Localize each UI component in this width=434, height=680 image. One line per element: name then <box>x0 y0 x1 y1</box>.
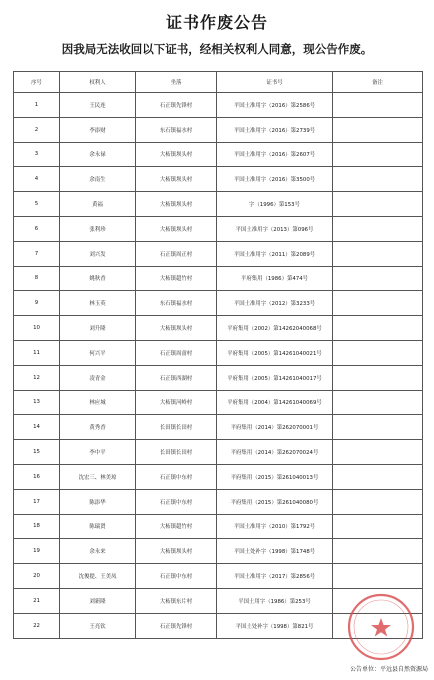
row-index-cell: 17 <box>14 489 60 514</box>
owner-cell: 刘升隆 <box>60 316 136 341</box>
table-row <box>14 291 423 316</box>
owner-cell: 陈瑞贤 <box>60 514 136 539</box>
location-cell: 石正镇先锋村 <box>136 613 217 638</box>
table-row <box>14 489 423 514</box>
note-cell <box>333 142 423 167</box>
location-cell: 大柘镇坝头村 <box>136 216 217 241</box>
note-cell <box>333 340 423 365</box>
certificate-number-cell: 平国土准用字（2013）第096号 <box>217 216 333 241</box>
note-cell <box>333 464 423 489</box>
note-cell <box>333 415 423 440</box>
table-row <box>14 514 423 539</box>
certificate-number-cell: 平国土准用字（2017）第2856号 <box>217 564 333 589</box>
certificate-number-cell: 平国土用字（1986）第253号 <box>217 588 333 613</box>
owner-cell: 沈宏三、林美琼 <box>60 464 136 489</box>
note-cell <box>333 167 423 192</box>
location-cell: 长田镇长田村 <box>136 415 217 440</box>
note-cell <box>333 514 423 539</box>
row-index-cell: 1 <box>14 93 60 118</box>
row-index-cell: 7 <box>14 241 60 266</box>
row-index-cell: 19 <box>14 539 60 564</box>
row-index-cell: 11 <box>14 340 60 365</box>
note-cell <box>333 291 423 316</box>
notice-title: 证书作废公告 <box>165 13 268 32</box>
owner-cell: 凌青金 <box>60 365 136 390</box>
row-index-cell: 10 <box>14 316 60 341</box>
row-index-cell: 13 <box>14 390 60 415</box>
owner-cell: 黄秀香 <box>60 415 136 440</box>
table-row <box>14 192 423 217</box>
certificate-number-cell: 平国土准用字（2011）第2089号 <box>217 241 333 266</box>
owner-cell: 李添财 <box>60 117 136 142</box>
note-cell <box>333 266 423 291</box>
owner-cell: 陈添华 <box>60 489 136 514</box>
owner-cell: 张利珍 <box>60 216 136 241</box>
certificate-number-cell: 平国土准用字（2016）第3500号 <box>217 167 333 192</box>
location-cell: 石正镇先锋村 <box>136 93 217 118</box>
row-index-cell: 5 <box>14 192 60 217</box>
table-row <box>14 564 423 589</box>
certificate-number-cell: 平府集用（2015）第261040080号 <box>217 489 333 514</box>
table-row <box>14 464 423 489</box>
row-index-cell: 14 <box>14 415 60 440</box>
location-cell: 大柘镇坝头村 <box>136 167 217 192</box>
location-cell: 大柘镇坝头村 <box>136 142 217 167</box>
row-index-cell: 22 <box>14 613 60 638</box>
col-header-owner: 权利人 <box>60 72 136 93</box>
owner-cell: 王亮钦 <box>60 613 136 638</box>
row-index-cell: 3 <box>14 142 60 167</box>
certificate-number-cell: 平府集用（2004）第14261040069号 <box>217 390 333 415</box>
note-cell <box>333 489 423 514</box>
row-index-cell: 6 <box>14 216 60 241</box>
owner-cell: 王民连 <box>60 93 136 118</box>
row-index-cell: 20 <box>14 564 60 589</box>
owner-cell: 林应城 <box>60 390 136 415</box>
row-index-cell: 18 <box>14 514 60 539</box>
table-row <box>14 93 423 118</box>
location-cell: 大柘镇超竹村 <box>136 266 217 291</box>
location-cell: 石正镇中东村 <box>136 464 217 489</box>
location-cell: 大柘镇河岭村 <box>136 390 217 415</box>
table-row <box>14 390 423 415</box>
col-header-index: 序号 <box>14 72 60 93</box>
location-cell: 东石镇福水村 <box>136 117 217 142</box>
certificate-number-cell: 平国土准用字（2016）第2607号 <box>217 142 333 167</box>
owner-cell: 刘新隆 <box>60 588 136 613</box>
owner-cell: 沈俊提、王美凤 <box>60 564 136 589</box>
certificate-number-cell: 平府集用（1986）第474号 <box>217 266 333 291</box>
table-row <box>14 266 423 291</box>
location-cell: 石正镇周畲村 <box>136 340 217 365</box>
certificate-table <box>13 71 423 639</box>
location-cell: 石正镇中东村 <box>136 489 217 514</box>
row-index-cell: 4 <box>14 167 60 192</box>
table-row <box>14 117 423 142</box>
note-cell <box>333 390 423 415</box>
location-cell: 长田镇长田村 <box>136 440 217 465</box>
certificate-number-cell: 平国土处补字（1998）第1748号 <box>217 539 333 564</box>
col-header-note: 备注 <box>333 72 423 93</box>
note-cell <box>333 117 423 142</box>
location-cell: 东石镇福水村 <box>136 291 217 316</box>
table-header-row <box>14 72 423 93</box>
note-cell <box>333 93 423 118</box>
row-index-cell: 12 <box>14 365 60 390</box>
col-header-cert: 证书号 <box>217 72 333 93</box>
table-row <box>14 216 423 241</box>
location-cell: 大柘镇坝头村 <box>136 539 217 564</box>
location-cell: 大柘镇坝头村 <box>136 316 217 341</box>
certificate-number-cell: 平国土准用字（2012）第3233号 <box>217 291 333 316</box>
note-cell <box>333 539 423 564</box>
owner-cell: 余永禄 <box>60 142 136 167</box>
location-cell: 石正镇西湖村 <box>136 365 217 390</box>
row-index-cell: 16 <box>14 464 60 489</box>
certificate-number-cell: 平国土处补字（1998）第821号 <box>217 613 333 638</box>
location-cell: 大柘镇坝头村 <box>136 192 217 217</box>
owner-cell: 余南生 <box>60 167 136 192</box>
certificate-number-cell: 字（1996）第153号 <box>217 192 333 217</box>
certificate-number-cell: 平府集用（2002）第14262040068号 <box>217 316 333 341</box>
owner-cell: 李中平 <box>60 440 136 465</box>
note-cell <box>333 564 423 589</box>
certificate-number-cell: 平府集用（2005）第14261040021号 <box>217 340 333 365</box>
note-cell <box>333 241 423 266</box>
note-cell <box>333 216 423 241</box>
notice-subtitle: 因我局无法收回以下证书，经相关权利人同意，现公告作废。 <box>61 42 373 56</box>
owner-cell: 黄福 <box>60 192 136 217</box>
certificate-number-cell: 平国土准用字（2016）第2586号 <box>217 93 333 118</box>
table-row <box>14 316 423 341</box>
row-index-cell: 21 <box>14 588 60 613</box>
table-row <box>14 539 423 564</box>
certificate-number-cell: 平国土准用字（2010）第1792号 <box>217 514 333 539</box>
certificate-number-cell: 平国土准用字（2016）第2739号 <box>217 117 333 142</box>
row-index-cell: 2 <box>14 117 60 142</box>
note-cell <box>333 440 423 465</box>
location-cell: 石正镇周正村 <box>136 241 217 266</box>
table-row <box>14 415 423 440</box>
row-index-cell: 9 <box>14 291 60 316</box>
table-row <box>14 440 423 465</box>
table-row <box>14 167 423 192</box>
owner-cell: 刘兴发 <box>60 241 136 266</box>
location-cell: 大柘镇东片村 <box>136 588 217 613</box>
owner-cell: 余永来 <box>60 539 136 564</box>
owner-cell: 姚秋香 <box>60 266 136 291</box>
owner-cell: 林玉英 <box>60 291 136 316</box>
note-cell <box>333 316 423 341</box>
col-header-location: 坐落 <box>136 72 217 93</box>
notice-footer: 公告单位：平远县自然资源局 <box>349 666 428 673</box>
location-cell: 石正镇中东村 <box>136 564 217 589</box>
certificate-number-cell: 平府集用（2015）第261040013号 <box>217 464 333 489</box>
certificate-number-cell: 平府集用（2005）第14261040017号 <box>217 365 333 390</box>
note-cell <box>333 192 423 217</box>
table-row <box>14 241 423 266</box>
note-cell <box>333 365 423 390</box>
row-index-cell: 8 <box>14 266 60 291</box>
table-row <box>14 142 423 167</box>
location-cell: 大柘镇超竹村 <box>136 514 217 539</box>
table-row <box>14 365 423 390</box>
certificate-number-cell: 平府集用（2014）第262070001号 <box>217 415 333 440</box>
certificate-number-cell: 平府集用（2014）第262070024号 <box>217 440 333 465</box>
table-row <box>14 340 423 365</box>
owner-cell: 何兴平 <box>60 340 136 365</box>
official-seal <box>346 592 416 662</box>
row-index-cell: 15 <box>14 440 60 465</box>
